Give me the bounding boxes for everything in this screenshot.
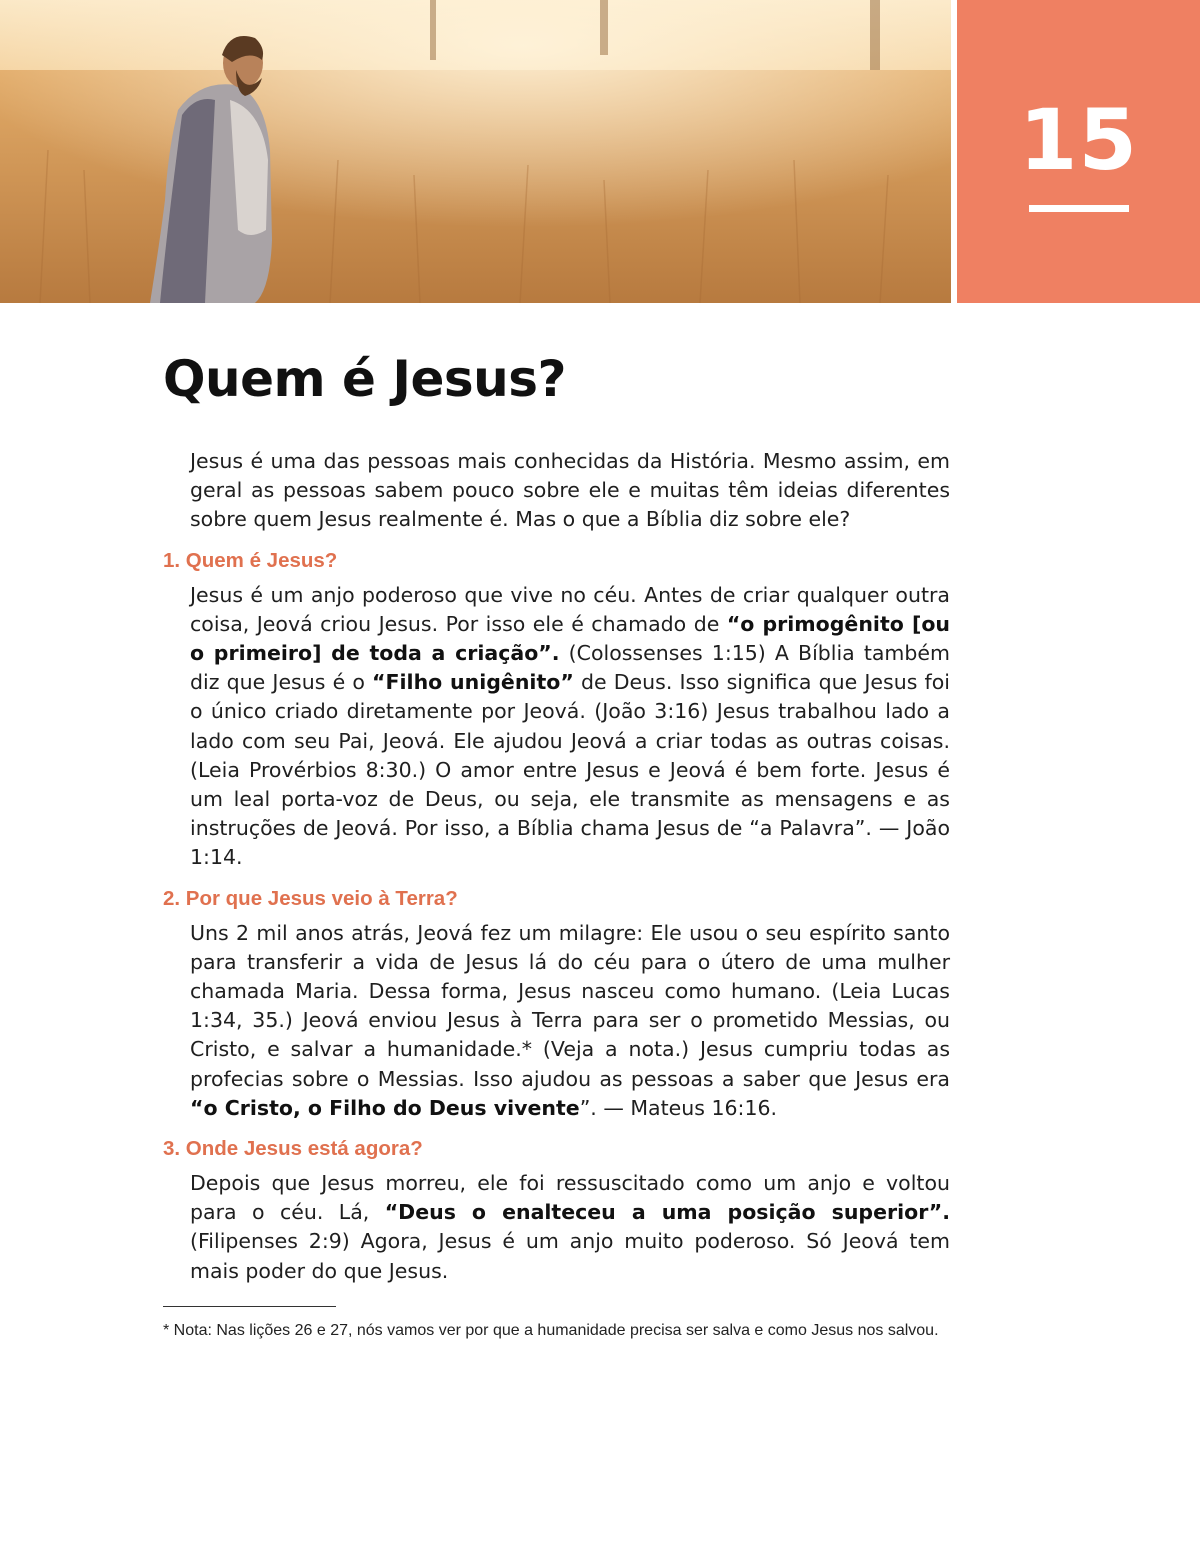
text-run: Jesus é um anjo poderoso que vive no céu. Antes de criar qualquer outra coisa, Jeová criou Jesus. Por isso ele é chamado de [190,582,950,636]
hero-illustration [0,0,951,303]
lesson-number-underline [1029,205,1129,212]
text-run: de Deus. Isso significa que Jesus foi o único criado diretamente por Jeová. (João 3:16) Jesus trabalhou lado a lado com seu Pai, Jeová. Ele ajudou Jeová a criar todas as outras coisas. (Leia Provérbios 8:30.) O amor entre Jesus e Jeová é bem forte. Jesus é um leal porta-voz de Deus, ou seja, ele transmite as mensagens e as instruções de Jeová. Por isso, a Bíblia chama Jesus de “a Palavra”. — João 1:14. [190,670,950,870]
text-run: (Filipenses 2:9) Agora, Jesus é um anjo muito poderoso. Só Jeová tem mais poder do que Jesus. [190,1229,950,1283]
footnote: * Nota: Nas lições 26 e 27, nós vamos ver por que a humanidade precisa ser salva e como Jesus nos salvou. [163,1322,939,1339]
text-run: Depois que Jesus morreu, ele foi ressuscitado como um anjo e voltou para o céu. Lá, [190,1171,950,1225]
section-1 [163,547,950,873]
section-heading: 1. Quem é Jesus? [163,548,338,572]
lesson-number-box [957,0,1200,303]
footnote-divider [163,1306,336,1307]
main-content [163,447,950,1298]
page-title: Quem é Jesus? [163,350,566,408]
section-paragraph [190,919,950,1123]
section-paragraph [190,1169,950,1286]
intro-paragraph: Jesus é uma das pessoas mais conhecidas da História. Mesmo assim, em geral as pessoas sabem pouco sobre ele e muitas têm ideias diferentes sobre quem Jesus realmente é. Mas o que a Bíblia diz sobre ele? [190,449,950,532]
section-3 [163,1135,950,1286]
section-heading: 2. Por que Jesus veio à Terra? [163,886,458,910]
section-heading: 3. Onde Jesus está agora? [163,1137,423,1161]
bold-quote: “o Cristo, o Filho do Deus vivente [190,1095,580,1120]
text-run: ”. — Mateus 16:16. [579,1095,778,1120]
bold-quote: “Filho unigênito” [372,670,574,695]
bold-quote: “o primogênito [ou o primeiro] de toda a criação”. [190,611,950,666]
text-run: Uns 2 mil anos atrás, Jeová fez um milagre: Ele usou o seu espírito santo para transferir a vida de Jesus lá do céu para o útero de uma mulher chamada Maria. Dessa forma, Jesus nasceu como humano. (Leia Lucas 1:34, 35.) Jeová enviou Jesus à Terra para ser o prometido Messias, ou Cristo, e salvar a humanidade.* (Veja a nota.) Jesus cumpriu todas as profecias sobre o Messias. Isso ajudou as pessoas a saber que Jesus era [190,920,950,1091]
bold-quote: “Deus o enalteceu a uma posição superior”. [384,1200,950,1225]
section-paragraph [190,581,950,873]
hero-photo [0,0,951,303]
section-2 [163,885,950,1123]
text-run: (Colossenses 1:15) A Bíblia também diz que Jesus é o [190,641,950,695]
lesson-number: 15 [1019,91,1138,189]
